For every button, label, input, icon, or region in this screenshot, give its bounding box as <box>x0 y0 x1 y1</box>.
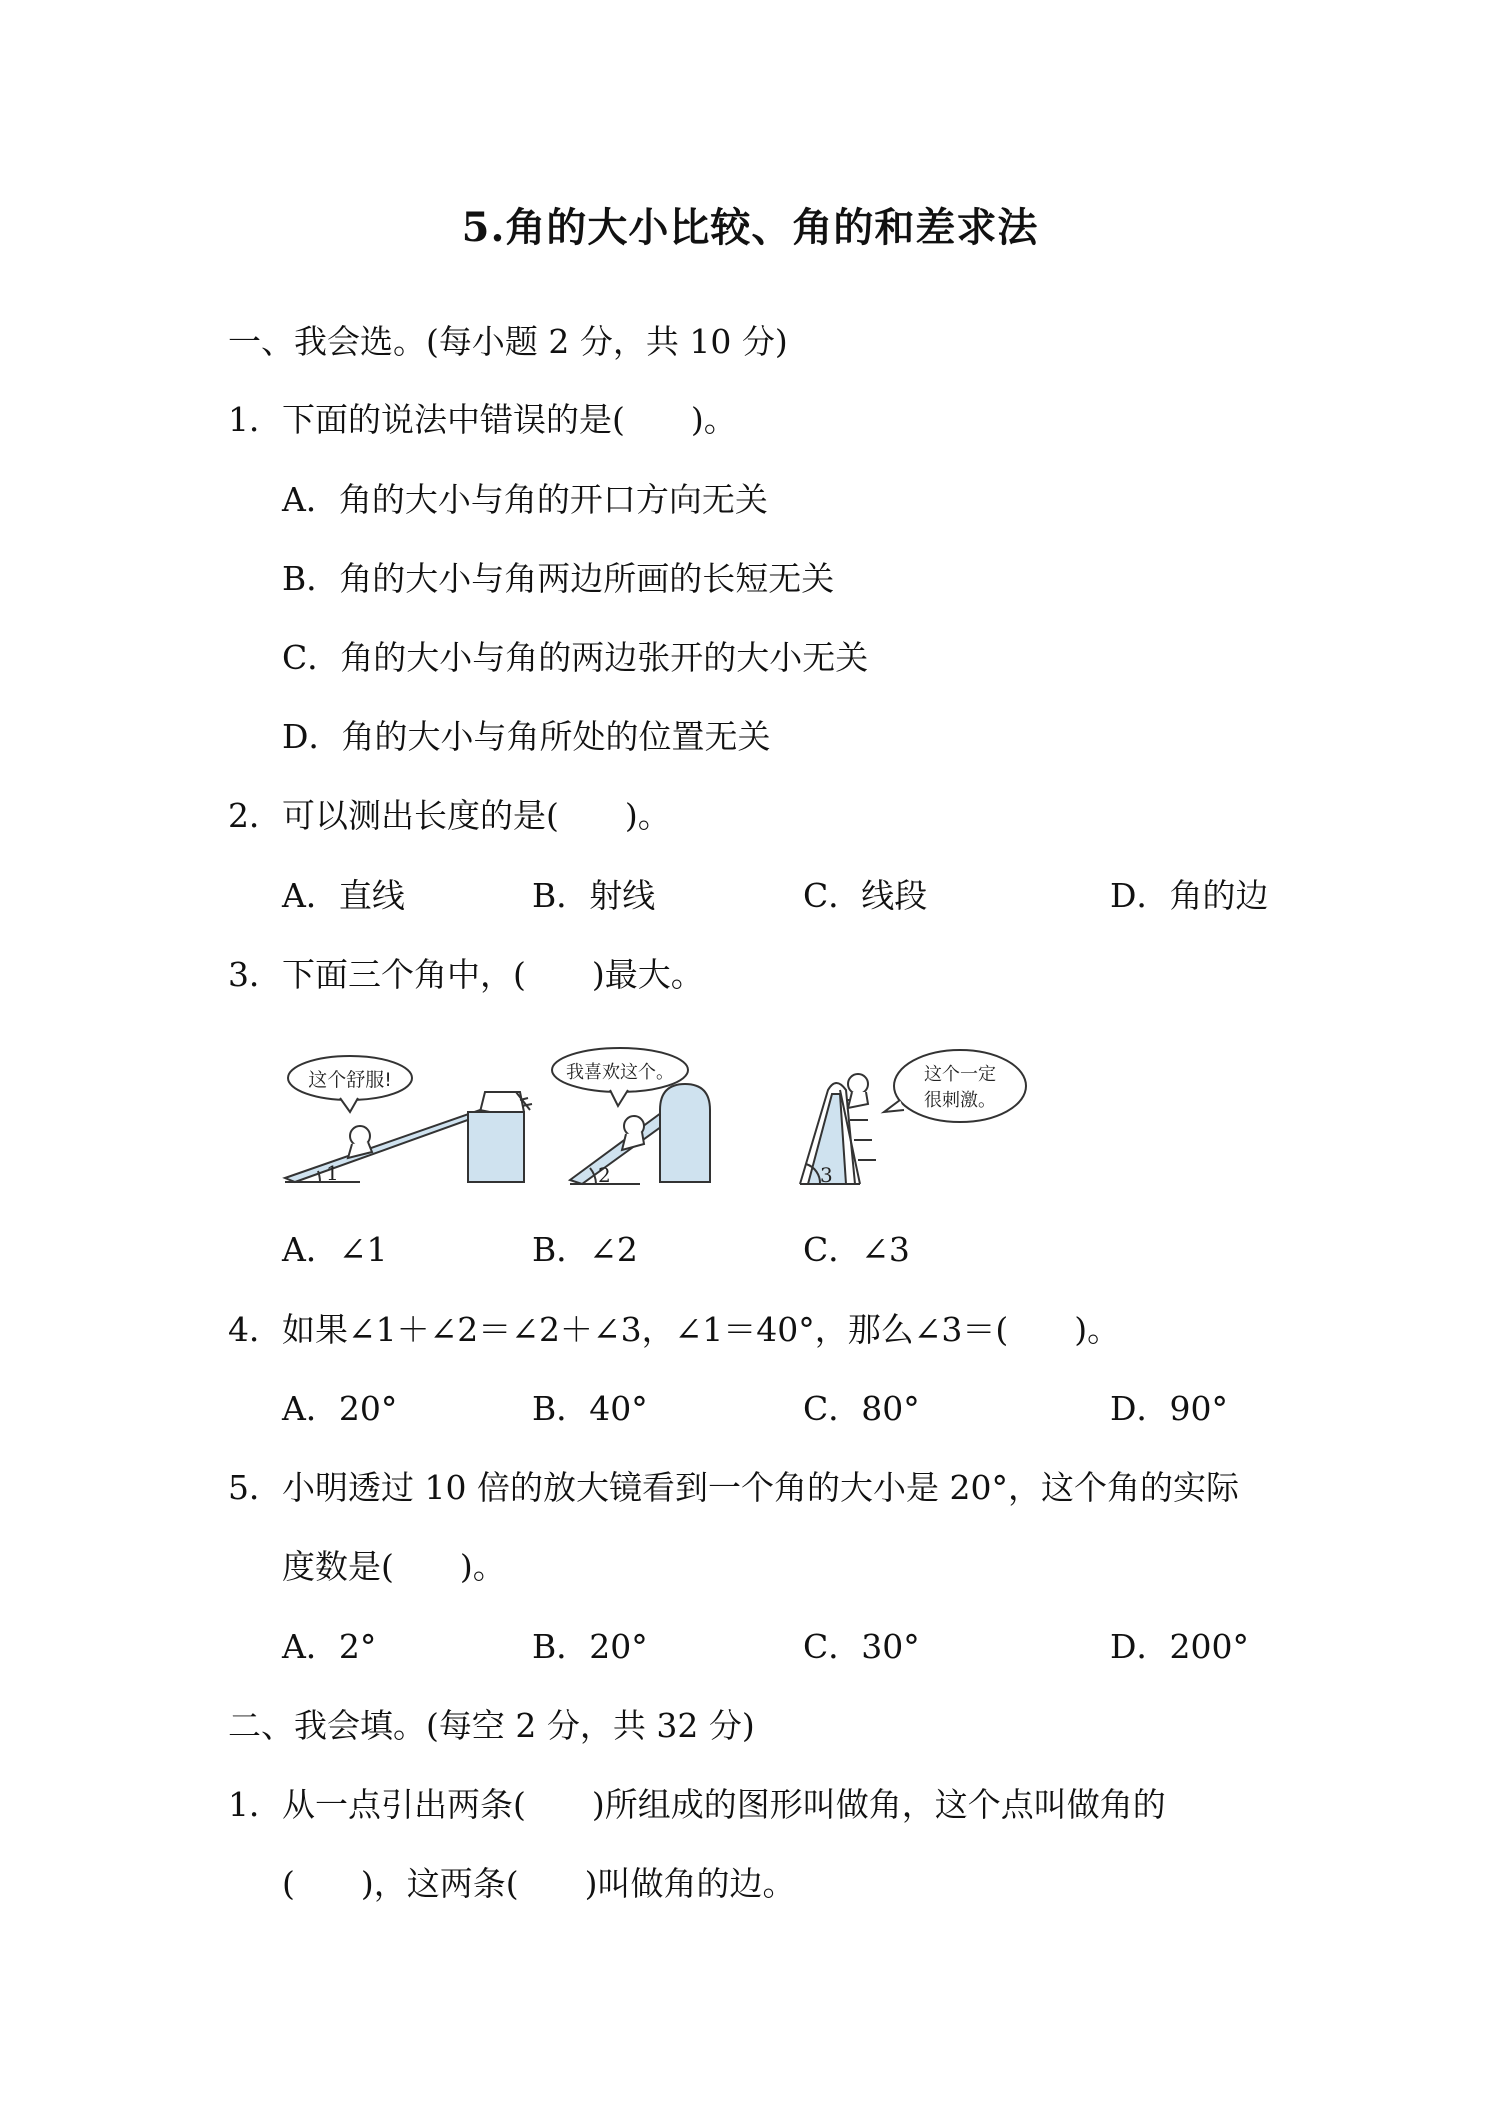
bubble-text-1: 这个舒服! <box>308 1069 392 1091</box>
q5-option-c: C．30° <box>803 1627 920 1666</box>
q1-stem: 1．下面的说法中错误的是( )。 <box>228 400 737 439</box>
q4-option-b: B．40° <box>532 1389 648 1428</box>
q1-option-a: A．角的大小与角的开口方向无关 <box>282 480 768 519</box>
q4-stem: 4．如果∠1＋∠2＝∠2＋∠3，∠1＝40°，那么∠3＝( )。 <box>228 1310 1121 1349</box>
q5-option-d: D．200° <box>1110 1627 1249 1666</box>
q2-stem: 2．可以测出长度的是( )。 <box>228 796 671 835</box>
section1-heading: 一、我会选。(每小题 2 分，共 10 分) <box>228 322 788 361</box>
q3-option-c: C．∠3 <box>803 1230 910 1269</box>
q5-stem-line2: 度数是( )。 <box>282 1547 506 1586</box>
angle-label-2: 2 <box>598 1163 611 1187</box>
q5-option-b: B．20° <box>532 1627 648 1666</box>
bubble-text-3a: 这个一定 <box>924 1064 996 1085</box>
q1-option-d: D．角的大小与角所处的位置无关 <box>282 717 771 756</box>
bubble-text-3b: 很刺激。 <box>924 1090 996 1111</box>
section2-heading: 二、我会填。(每空 2 分，共 32 分) <box>228 1706 755 1745</box>
s2-q1-line2: ( )，这两条( )叫做角的边。 <box>282 1864 796 1903</box>
q3-stem: 3．下面三个角中，( )最大。 <box>228 955 704 994</box>
q2-option-d: D．角的边 <box>1110 876 1269 915</box>
q2-option-c: C．线段 <box>803 876 928 915</box>
slides-illustration <box>280 1040 1060 1190</box>
slide-figure-1 <box>285 1056 532 1185</box>
q2-option-b: B．射线 <box>532 876 656 915</box>
q1-option-c: C．角的大小与角的两边张开的大小无关 <box>282 638 869 677</box>
q4-option-a: A．20° <box>282 1389 398 1428</box>
page-title: 5.角的大小比较、角的和差求法 <box>461 204 1039 251</box>
q2-option-a: A．直线 <box>282 876 405 915</box>
s2-q1-line1: 1．从一点引出两条( )所组成的图形叫做角，这个点叫做角的 <box>228 1785 1166 1824</box>
q5-stem-line1: 5．小明透过 10 倍的放大镜看到一个角的大小是 20°，这个角的实际 <box>228 1468 1239 1507</box>
q4-option-d: D．90° <box>1110 1389 1228 1428</box>
slide-figure-2 <box>552 1048 710 1187</box>
slide-figure-3 <box>800 1050 1026 1187</box>
q5-option-a: A．2° <box>282 1627 377 1666</box>
angle-label-1: 1 <box>326 1161 339 1185</box>
bubble-text-2: 我喜欢这个。 <box>566 1062 674 1083</box>
q4-option-c: C．80° <box>803 1389 920 1428</box>
q3-option-b: B．∠2 <box>532 1230 638 1269</box>
q3-option-a: A．∠1 <box>282 1230 388 1269</box>
angle-label-3: 3 <box>820 1163 833 1187</box>
q1-option-b: B．角的大小与角两边所画的长短无关 <box>282 559 835 598</box>
